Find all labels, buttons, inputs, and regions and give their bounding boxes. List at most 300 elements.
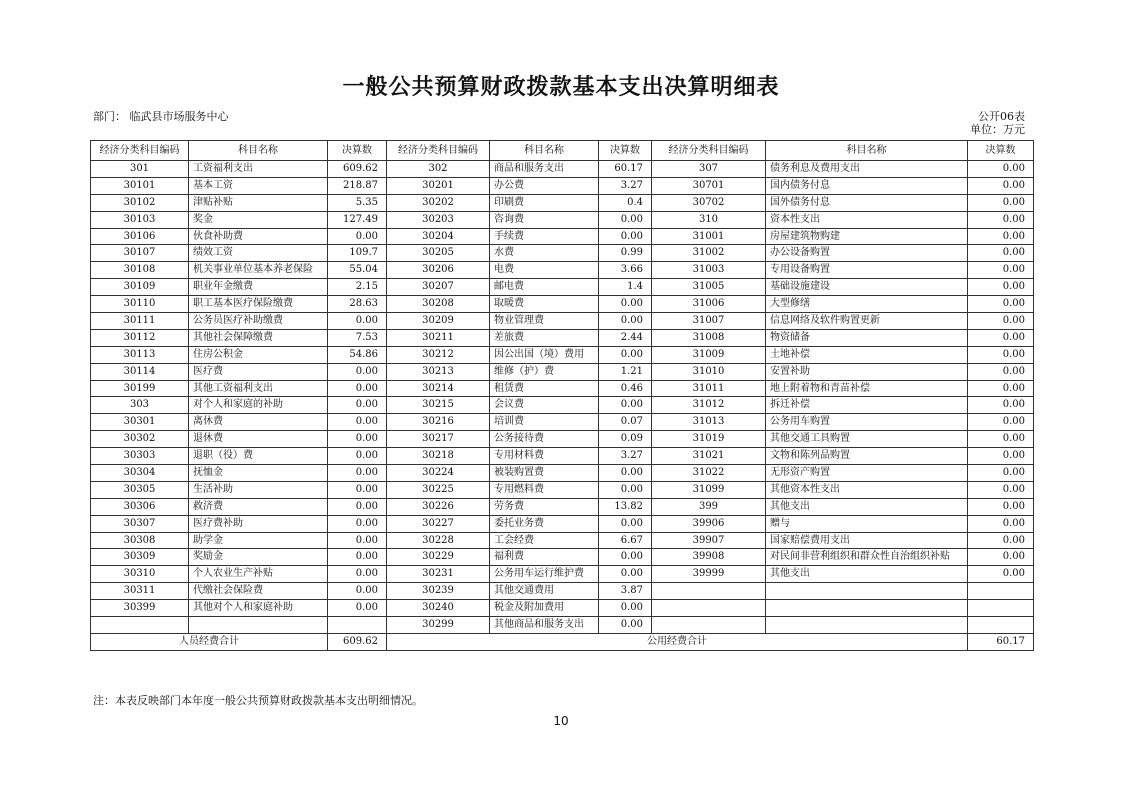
amount-cell: 0.4: [599, 194, 652, 211]
name-cell: 取暖费: [490, 296, 599, 313]
name-cell: 退休费: [189, 431, 328, 448]
amount-cell: 0.00: [328, 414, 387, 431]
table-row: [91, 211, 1034, 228]
amount-cell: 0.00: [328, 397, 387, 414]
amount-cell: 0.00: [599, 549, 652, 566]
table-header-row: [91, 141, 1034, 161]
name-cell: 医疗费: [189, 363, 328, 380]
code-cell: 30212: [387, 346, 490, 363]
code-cell: 31022: [652, 465, 766, 482]
code-cell: 39999: [652, 566, 766, 583]
name-cell: 资本性支出: [766, 211, 968, 228]
amount-cell: 0.00: [328, 583, 387, 600]
name-cell: 维修（护）费: [490, 363, 599, 380]
table-row: [91, 279, 1034, 296]
column-header: 经济分类科目编码: [652, 141, 766, 161]
amount-cell: 0.00: [968, 481, 1034, 498]
name-cell: [189, 617, 328, 634]
name-cell: 住房公积金: [189, 346, 328, 363]
name-cell: 拆迁补偿: [766, 397, 968, 414]
amount-cell: 0.00: [328, 515, 387, 532]
amount-cell: [328, 617, 387, 634]
code-cell: [652, 600, 766, 617]
amount-cell: 0.00: [599, 481, 652, 498]
code-cell: 31006: [652, 296, 766, 313]
code-cell: 30206: [387, 262, 490, 279]
personnel-total-value: 609.62: [328, 633, 387, 650]
code-cell: 30225: [387, 481, 490, 498]
code-cell: 30311: [91, 583, 189, 600]
code-cell: 30109: [91, 279, 189, 296]
name-cell: 公务接待费: [490, 431, 599, 448]
code-cell: 30239: [387, 583, 490, 600]
name-cell: 其他交通费用: [490, 583, 599, 600]
table-row: [91, 566, 1034, 583]
code-cell: 30211: [387, 329, 490, 346]
amount-cell: 0.00: [328, 465, 387, 482]
name-cell: 津贴补贴: [189, 194, 328, 211]
name-cell: 基本工资: [189, 177, 328, 194]
name-cell: [766, 617, 968, 634]
name-cell: 其他商品和服务支出: [490, 617, 599, 634]
name-cell: 劳务费: [490, 498, 599, 515]
table-row: [91, 532, 1034, 549]
footnote: 注：本表反映部门本年度一般公共预算财政拨款基本支出明细情况。: [93, 694, 423, 707]
amount-cell: 0.00: [968, 329, 1034, 346]
amount-cell: 0.00: [328, 498, 387, 515]
table-row: [91, 583, 1034, 600]
name-cell: 其他对个人和家庭补助: [189, 600, 328, 617]
table-row: [91, 414, 1034, 431]
name-cell: 生活补助: [189, 481, 328, 498]
table-row: [91, 363, 1034, 380]
name-cell: 国内债务付息: [766, 177, 968, 194]
name-cell: 印刷费: [490, 194, 599, 211]
amount-cell: 0.00: [968, 431, 1034, 448]
code-cell: 31013: [652, 414, 766, 431]
amount-cell: 1.4: [599, 279, 652, 296]
amount-cell: 0.00: [968, 532, 1034, 549]
code-cell: 30207: [387, 279, 490, 296]
code-cell: 30701: [652, 177, 766, 194]
code-cell: 30309: [91, 549, 189, 566]
name-cell: 专用材料费: [490, 448, 599, 465]
code-cell: 30228: [387, 532, 490, 549]
code-cell: 30240: [387, 600, 490, 617]
table-row: [91, 498, 1034, 515]
table-row: [91, 600, 1034, 617]
amount-cell: 0.00: [599, 600, 652, 617]
amount-cell: 0.00: [968, 363, 1034, 380]
name-cell: 商品和服务支出: [490, 161, 599, 178]
amount-cell: 0.00: [968, 161, 1034, 178]
code-cell: 31007: [652, 313, 766, 330]
column-header: 经济分类科目编码: [91, 141, 189, 161]
amount-cell: 0.00: [968, 194, 1034, 211]
code-cell: 31009: [652, 346, 766, 363]
table-row: [91, 549, 1034, 566]
table-row: [91, 296, 1034, 313]
name-cell: 大型修缮: [766, 296, 968, 313]
code-cell: 39907: [652, 532, 766, 549]
amount-cell: 109.7: [328, 245, 387, 262]
code-cell: 30216: [387, 414, 490, 431]
code-cell: 30114: [91, 363, 189, 380]
code-cell: 31012: [652, 397, 766, 414]
name-cell: 职工基本医疗保险缴费: [189, 296, 328, 313]
code-cell: 30305: [91, 481, 189, 498]
amount-cell: 127.49: [328, 211, 387, 228]
name-cell: 物资储备: [766, 329, 968, 346]
amount-cell: 0.00: [968, 228, 1034, 245]
name-cell: 代缴社会保险费: [189, 583, 328, 600]
amount-cell: 0.00: [599, 228, 652, 245]
name-cell: 水费: [490, 245, 599, 262]
name-cell: 公务用车运行维护费: [490, 566, 599, 583]
name-cell: 奖励金: [189, 549, 328, 566]
table-number: 公开06表: [978, 110, 1025, 123]
name-cell: 租赁费: [490, 380, 599, 397]
name-cell: 被装购置费: [490, 465, 599, 482]
name-cell: 其他工资福利支出: [189, 380, 328, 397]
amount-cell: 0.07: [599, 414, 652, 431]
amount-cell: 0.00: [599, 617, 652, 634]
code-cell: 30226: [387, 498, 490, 515]
amount-cell: 0.00: [599, 346, 652, 363]
amount-cell: 0.00: [599, 313, 652, 330]
amount-cell: 3.27: [599, 177, 652, 194]
name-cell: 安置补助: [766, 363, 968, 380]
amount-cell: 13.82: [599, 498, 652, 515]
code-cell: 31010: [652, 363, 766, 380]
name-cell: 税金及附加费用: [490, 600, 599, 617]
amount-cell: 3.27: [599, 448, 652, 465]
name-cell: 专用设备购置: [766, 262, 968, 279]
code-cell: 302: [387, 161, 490, 178]
code-cell: 39908: [652, 549, 766, 566]
name-cell: 土地补偿: [766, 346, 968, 363]
code-cell: 30102: [91, 194, 189, 211]
amount-cell: 0.00: [968, 279, 1034, 296]
table-row: [91, 448, 1034, 465]
amount-cell: 0.00: [328, 532, 387, 549]
table-row: [91, 329, 1034, 346]
code-cell: 30227: [387, 515, 490, 532]
expenditure-table: [90, 140, 1034, 651]
name-cell: [766, 600, 968, 617]
page-number: 10: [553, 714, 569, 728]
amount-cell: 7.53: [328, 329, 387, 346]
name-cell: 抚恤金: [189, 465, 328, 482]
code-cell: 31001: [652, 228, 766, 245]
name-cell: 其他支出: [766, 566, 968, 583]
code-cell: 30229: [387, 549, 490, 566]
name-cell: 赠与: [766, 515, 968, 532]
amount-cell: 28.63: [328, 296, 387, 313]
amount-cell: 2.15: [328, 279, 387, 296]
code-cell: 30112: [91, 329, 189, 346]
code-cell: 31002: [652, 245, 766, 262]
code-cell: 30209: [387, 313, 490, 330]
name-cell: 其他资本性支出: [766, 481, 968, 498]
name-cell: 无形资产购置: [766, 465, 968, 482]
code-cell: 30204: [387, 228, 490, 245]
name-cell: 医疗费补助: [189, 515, 328, 532]
code-cell: 30303: [91, 448, 189, 465]
name-cell: 其他支出: [766, 498, 968, 515]
code-cell: 307: [652, 161, 766, 178]
name-cell: 离休费: [189, 414, 328, 431]
amount-cell: 0.00: [599, 211, 652, 228]
amount-cell: 0.00: [599, 397, 652, 414]
amount-cell: 1.21: [599, 363, 652, 380]
name-cell: 基础设施建设: [766, 279, 968, 296]
code-cell: 30101: [91, 177, 189, 194]
code-cell: 30308: [91, 532, 189, 549]
name-cell: 差旅费: [490, 329, 599, 346]
name-cell: 公务用车购置: [766, 414, 968, 431]
name-cell: 咨询费: [490, 211, 599, 228]
table-row: [91, 431, 1034, 448]
code-cell: 30108: [91, 262, 189, 279]
table-row: [91, 617, 1034, 634]
code-cell: 30202: [387, 194, 490, 211]
code-cell: 399: [652, 498, 766, 515]
code-cell: 30208: [387, 296, 490, 313]
code-cell: 31099: [652, 481, 766, 498]
code-cell: [91, 617, 189, 634]
amount-cell: 0.99: [599, 245, 652, 262]
amount-cell: 0.00: [968, 515, 1034, 532]
table-row: [91, 380, 1034, 397]
code-cell: 30218: [387, 448, 490, 465]
table-row: [91, 228, 1034, 245]
name-cell: 办公设备购置: [766, 245, 968, 262]
amount-cell: 3.66: [599, 262, 652, 279]
amount-cell: 0.00: [968, 346, 1034, 363]
column-header: 经济分类科目编码: [387, 141, 490, 161]
name-cell: 专用燃料费: [490, 481, 599, 498]
unit-label: 单位：万元: [970, 123, 1025, 136]
name-cell: 培训费: [490, 414, 599, 431]
code-cell: 39906: [652, 515, 766, 532]
code-cell: 30306: [91, 498, 189, 515]
amount-cell: 60.17: [599, 161, 652, 178]
name-cell: 退职（役）费: [189, 448, 328, 465]
name-cell: 救济费: [189, 498, 328, 515]
amount-cell: 0.00: [968, 566, 1034, 583]
code-cell: 30217: [387, 431, 490, 448]
table-row: [91, 262, 1034, 279]
code-cell: 31011: [652, 380, 766, 397]
amount-cell: 0.00: [968, 262, 1034, 279]
name-cell: 奖金: [189, 211, 328, 228]
amount-cell: 0.00: [328, 600, 387, 617]
code-cell: 30201: [387, 177, 490, 194]
amount-cell: 0.00: [968, 313, 1034, 330]
amount-cell: 0.00: [599, 465, 652, 482]
amount-cell: 55.04: [328, 262, 387, 279]
code-cell: 30110: [91, 296, 189, 313]
name-cell: 对民间非营利组织和群众性自治组织补贴: [766, 549, 968, 566]
code-cell: 30307: [91, 515, 189, 532]
amount-cell: 0.00: [968, 465, 1034, 482]
table-row: [91, 194, 1034, 211]
column-header: 决算数: [328, 141, 387, 161]
department-label: 部门： 临武县市场服务中心: [93, 110, 229, 123]
code-cell: 30399: [91, 600, 189, 617]
amount-cell: 0.00: [328, 566, 387, 583]
code-cell: 30224: [387, 465, 490, 482]
name-cell: 房屋建筑物购建: [766, 228, 968, 245]
amount-cell: 0.09: [599, 431, 652, 448]
name-cell: 办公费: [490, 177, 599, 194]
name-cell: 其他社会保障缴费: [189, 329, 328, 346]
amount-cell: 0.00: [968, 397, 1034, 414]
amount-cell: 0.00: [968, 177, 1034, 194]
code-cell: 30304: [91, 465, 189, 482]
amount-cell: 0.00: [968, 296, 1034, 313]
name-cell: 电费: [490, 262, 599, 279]
name-cell: 国家赔偿费用支出: [766, 532, 968, 549]
code-cell: 31019: [652, 431, 766, 448]
code-cell: 30213: [387, 363, 490, 380]
name-cell: 信息网络及软件购置更新: [766, 313, 968, 330]
table-row: [91, 313, 1034, 330]
name-cell: 工资福利支出: [189, 161, 328, 178]
amount-cell: 0.00: [968, 549, 1034, 566]
code-cell: 303: [91, 397, 189, 414]
code-cell: 30231: [387, 566, 490, 583]
amount-cell: 0.00: [328, 431, 387, 448]
code-cell: 31021: [652, 448, 766, 465]
name-cell: 邮电费: [490, 279, 599, 296]
amount-cell: 0.00: [328, 380, 387, 397]
name-cell: 物业管理费: [490, 313, 599, 330]
code-cell: 30702: [652, 194, 766, 211]
code-cell: 30302: [91, 431, 189, 448]
amount-cell: 0.00: [328, 481, 387, 498]
table-row: [91, 177, 1034, 194]
amount-cell: 0.00: [968, 414, 1034, 431]
code-cell: 30215: [387, 397, 490, 414]
amount-cell: 5.35: [328, 194, 387, 211]
table-row: [91, 397, 1034, 414]
public-total-value: 60.17: [968, 633, 1034, 650]
amount-cell: 0.00: [968, 448, 1034, 465]
name-cell: 公务员医疗补助缴费: [189, 313, 328, 330]
amount-cell: 0.00: [968, 211, 1034, 228]
personnel-total-label: 人员经费合计: [91, 633, 328, 650]
amount-cell: 0.00: [328, 228, 387, 245]
name-cell: 文物和陈列品购置: [766, 448, 968, 465]
code-cell: 30214: [387, 380, 490, 397]
table-row: [91, 481, 1034, 498]
code-cell: 30203: [387, 211, 490, 228]
totals-row: [91, 633, 1034, 650]
table-row: [91, 346, 1034, 363]
column-header: 决算数: [968, 141, 1034, 161]
name-cell: 伙食补助费: [189, 228, 328, 245]
amount-cell: [968, 600, 1034, 617]
public-total-label: 公用经费合计: [387, 633, 968, 650]
amount-cell: [968, 617, 1034, 634]
name-cell: [766, 583, 968, 600]
name-cell: 个人农业生产补贴: [189, 566, 328, 583]
table-row: [91, 515, 1034, 532]
amount-cell: 3.87: [599, 583, 652, 600]
name-cell: 国外债务付息: [766, 194, 968, 211]
code-cell: [652, 583, 766, 600]
column-header: 科目名称: [766, 141, 968, 161]
code-cell: 30310: [91, 566, 189, 583]
code-cell: 30113: [91, 346, 189, 363]
amount-cell: 0.00: [328, 363, 387, 380]
amount-cell: 0.00: [328, 549, 387, 566]
name-cell: 地上附着物和青苗补偿: [766, 380, 968, 397]
name-cell: 机关事业单位基本养老保险: [189, 262, 328, 279]
amount-cell: 0.00: [599, 515, 652, 532]
code-cell: 30111: [91, 313, 189, 330]
amount-cell: 609.62: [328, 161, 387, 178]
amount-cell: 0.00: [968, 380, 1034, 397]
code-cell: 30301: [91, 414, 189, 431]
amount-cell: [968, 583, 1034, 600]
amount-cell: 218.87: [328, 177, 387, 194]
amount-cell: 6.67: [599, 532, 652, 549]
column-header: 决算数: [599, 141, 652, 161]
code-cell: 30107: [91, 245, 189, 262]
name-cell: 其他交通工具购置: [766, 431, 968, 448]
code-cell: 30103: [91, 211, 189, 228]
amount-cell: 0.00: [599, 296, 652, 313]
name-cell: 对个人和家庭的补助: [189, 397, 328, 414]
amount-cell: 0.00: [968, 245, 1034, 262]
amount-cell: 0.00: [328, 313, 387, 330]
name-cell: 绩效工资: [189, 245, 328, 262]
amount-cell: 54.86: [328, 346, 387, 363]
code-cell: 30199: [91, 380, 189, 397]
name-cell: 因公出国（境）费用: [490, 346, 599, 363]
name-cell: 助学金: [189, 532, 328, 549]
code-cell: 31008: [652, 329, 766, 346]
code-cell: 30205: [387, 245, 490, 262]
name-cell: 债务利息及费用支出: [766, 161, 968, 178]
code-cell: 301: [91, 161, 189, 178]
name-cell: 职业年金缴费: [189, 279, 328, 296]
amount-cell: 0.46: [599, 380, 652, 397]
amount-cell: 0.00: [328, 448, 387, 465]
code-cell: 31003: [652, 262, 766, 279]
code-cell: 30106: [91, 228, 189, 245]
code-cell: 31005: [652, 279, 766, 296]
column-header: 科目名称: [189, 141, 328, 161]
amount-cell: 0.00: [968, 498, 1034, 515]
name-cell: 委托业务费: [490, 515, 599, 532]
name-cell: 工会经费: [490, 532, 599, 549]
column-header: 科目名称: [490, 141, 599, 161]
code-cell: 310: [652, 211, 766, 228]
page-title: 一般公共预算财政拨款基本支出决算明细表: [342, 74, 780, 100]
name-cell: 会议费: [490, 397, 599, 414]
name-cell: 福利费: [490, 549, 599, 566]
table-row: [91, 161, 1034, 178]
table-row: [91, 245, 1034, 262]
table-row: [91, 465, 1034, 482]
amount-cell: 2.44: [599, 329, 652, 346]
code-cell: [652, 617, 766, 634]
amount-cell: 0.00: [599, 566, 652, 583]
